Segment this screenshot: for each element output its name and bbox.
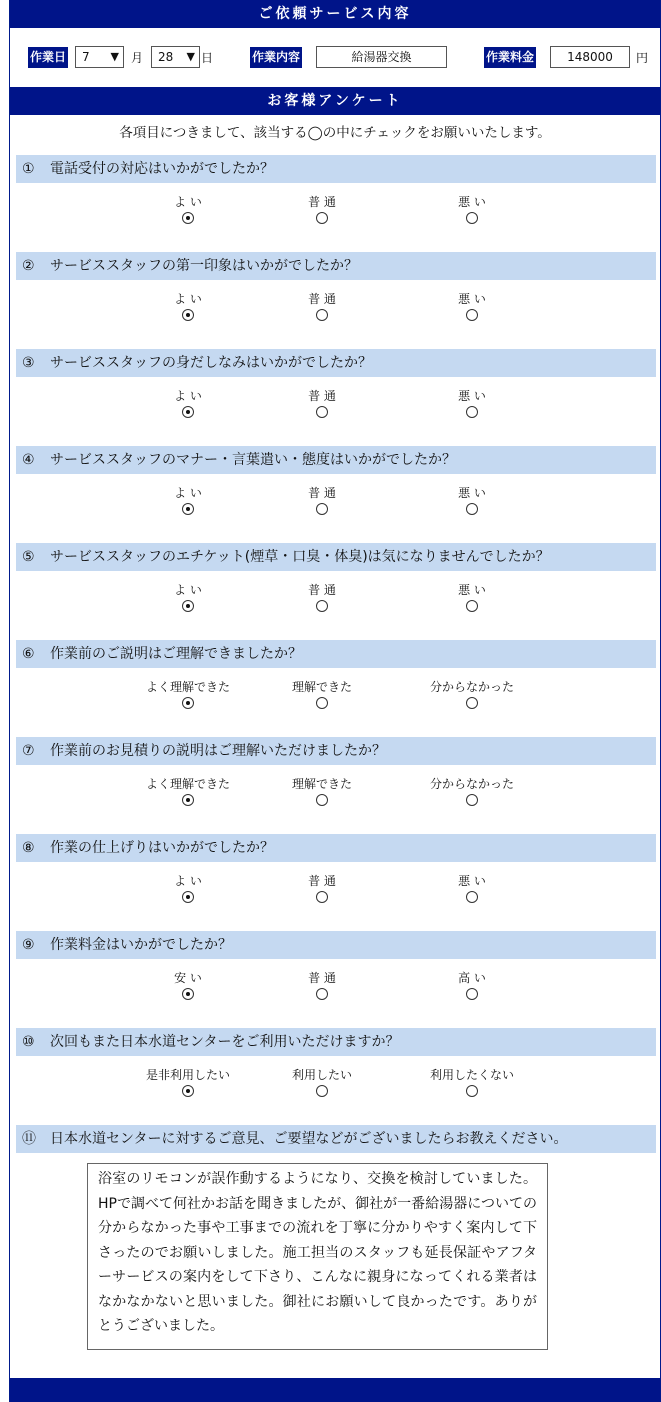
- answer-option[interactable]: [412, 679, 532, 713]
- answer-option[interactable]: [262, 776, 382, 810]
- question-bar: [16, 931, 656, 959]
- radio-button[interactable]: [316, 697, 328, 709]
- survey-header: お客様アンケート: [10, 87, 660, 115]
- radio-button[interactable]: [466, 600, 478, 612]
- radio-button[interactable]: [182, 309, 194, 321]
- question-text: 電話受付の対応はいかがでしたか？: [50, 161, 274, 177]
- option-label: 悪 い: [458, 389, 486, 403]
- question-bar: [16, 737, 656, 765]
- option-label: 理解できた: [291, 680, 352, 694]
- option-label: 利用したくない: [429, 1068, 514, 1082]
- day-select[interactable]: [151, 46, 200, 68]
- work-date-label: 作業日: [28, 47, 68, 68]
- radio-button[interactable]: [316, 891, 328, 903]
- question-text: サービススタッフのマナー・言葉遣い・態度はいかがでしたか？: [50, 452, 456, 468]
- question-number: ④: [22, 452, 35, 468]
- radio-button[interactable]: [182, 406, 194, 418]
- answer-option[interactable]: [128, 291, 248, 325]
- radio-button[interactable]: [182, 503, 194, 515]
- question-bar: [16, 446, 656, 474]
- option-label: 理解できた: [291, 777, 352, 791]
- option-label: よ い: [174, 486, 202, 500]
- radio-button[interactable]: [182, 697, 194, 709]
- question-number: ⑨: [22, 937, 35, 953]
- answer-option[interactable]: [262, 194, 382, 228]
- radio-button[interactable]: [316, 600, 328, 612]
- question-text: 作業料金はいかがでしたか？: [50, 937, 232, 953]
- answer-option[interactable]: [128, 873, 248, 907]
- answer-option[interactable]: [128, 582, 248, 616]
- radio-button[interactable]: [316, 309, 328, 321]
- option-label: 悪 い: [458, 583, 486, 597]
- answer-option[interactable]: [262, 291, 382, 325]
- question-number: ⑦: [22, 743, 35, 759]
- option-label: よ い: [174, 389, 202, 403]
- option-label: 分からなかった: [429, 777, 514, 791]
- work-content-label: 作業内容: [250, 47, 302, 68]
- question-2: [10, 252, 660, 349]
- option-label: 悪 い: [458, 195, 486, 209]
- answer-option[interactable]: [262, 388, 382, 422]
- service-header: ご依頼サービス内容: [10, 0, 660, 28]
- question-number: ⑪: [22, 1131, 36, 1147]
- question-4: [10, 446, 660, 543]
- radio-button[interactable]: [466, 1085, 478, 1097]
- work-content-field[interactable]: 給湯器交換: [316, 46, 447, 68]
- question-bar: [16, 252, 656, 280]
- question-11: [10, 1125, 660, 1165]
- option-label: 分からなかった: [429, 680, 514, 694]
- month-value: 7: [82, 50, 90, 64]
- answer-option[interactable]: [412, 1067, 532, 1101]
- radio-button[interactable]: [182, 1085, 194, 1097]
- question-number: ⑩: [22, 1034, 35, 1050]
- question-bar: [16, 349, 656, 377]
- answer-option[interactable]: [412, 485, 532, 519]
- question-number: ⑧: [22, 840, 35, 856]
- answer-option[interactable]: [412, 582, 532, 616]
- radio-button[interactable]: [182, 988, 194, 1000]
- option-label: 高 い: [458, 971, 486, 985]
- option-label: 悪 い: [458, 874, 486, 888]
- answer-option[interactable]: [412, 388, 532, 422]
- radio-button[interactable]: [316, 794, 328, 806]
- question-9: [10, 931, 660, 1028]
- question-5: [10, 543, 660, 640]
- answer-option[interactable]: [128, 1067, 248, 1101]
- answer-option[interactable]: [262, 970, 382, 1004]
- answer-option[interactable]: [128, 970, 248, 1004]
- question-number: ③: [22, 355, 35, 371]
- option-label: 普 通: [308, 486, 336, 500]
- answer-option[interactable]: [412, 291, 532, 325]
- day-unit: 日: [201, 51, 214, 65]
- question-number: ⑥: [22, 646, 35, 662]
- radio-button[interactable]: [316, 988, 328, 1000]
- option-label: 普 通: [308, 389, 336, 403]
- option-label: 普 通: [308, 874, 336, 888]
- question-bar: [16, 640, 656, 668]
- survey-form: [9, 0, 661, 1402]
- answer-option[interactable]: [262, 485, 382, 519]
- radio-button[interactable]: [316, 406, 328, 418]
- question-text: 作業前のご説明はご理解できましたか？: [50, 646, 302, 662]
- radio-button[interactable]: [466, 697, 478, 709]
- option-label: よ い: [174, 292, 202, 306]
- question-text: サービススタッフのエチケット(煙草・口臭・体臭)は気になりませんでしたか？: [50, 549, 550, 565]
- option-label: 普 通: [308, 292, 336, 306]
- chevron-down-icon: ▼: [186, 50, 195, 63]
- question-text: 次回もまた日本水道センターをご利用いただけますか？: [50, 1034, 400, 1050]
- question-number: ⑤: [22, 549, 35, 565]
- radio-button[interactable]: [466, 503, 478, 515]
- question-bar: [16, 834, 656, 862]
- radio-button[interactable]: [182, 891, 194, 903]
- option-label: 悪 い: [458, 292, 486, 306]
- question-text: 作業の仕上げりはいかがでしたか？: [50, 840, 274, 856]
- work-fee-label: 作業料金: [484, 47, 536, 68]
- answer-option[interactable]: [262, 873, 382, 907]
- question-bar: [16, 1028, 656, 1056]
- answer-option[interactable]: [262, 679, 382, 713]
- radio-button[interactable]: [466, 212, 478, 224]
- option-label: よく理解できた: [145, 777, 230, 791]
- work-fee-field[interactable]: 148000: [550, 46, 630, 68]
- answer-option[interactable]: [262, 1067, 382, 1101]
- fee-unit: 円: [636, 51, 649, 65]
- work-info-row: [10, 28, 660, 87]
- question-bar: [16, 543, 656, 571]
- answer-option[interactable]: [262, 582, 382, 616]
- option-label: 利用したい: [291, 1068, 352, 1082]
- answer-option[interactable]: [412, 194, 532, 228]
- answer-option[interactable]: [412, 776, 532, 810]
- question-text: サービススタッフの身だしなみはいかがでしたか？: [50, 355, 372, 371]
- answer-option[interactable]: [128, 485, 248, 519]
- radio-button[interactable]: [316, 212, 328, 224]
- answer-option[interactable]: [412, 970, 532, 1004]
- option-label: よ い: [174, 195, 202, 209]
- question-list: [10, 155, 660, 1125]
- answer-option[interactable]: [128, 194, 248, 228]
- answer-option[interactable]: [412, 873, 532, 907]
- option-label: 普 通: [308, 583, 336, 597]
- radio-button[interactable]: [466, 309, 478, 321]
- option-label: よ い: [174, 583, 202, 597]
- comment-textarea[interactable]: 浴室のリモコンが誤作動するようになり、交換を検討していました。HPで調べて何社かお話を聞きましたが、御社が一番給湯器についての分からなかった事や工事までの流れを丁寧に分かりやすく案内して下さったのでお願いしました。施工担当のスタッフも延長保証やアフターサービスの案内をして下さり、こんなに親身になってくれる業者はなかなかないと思いました。御社にお願いして良かったです。ありがとうございました。: [87, 1163, 548, 1350]
- option-label: よ い: [174, 874, 202, 888]
- radio-button[interactable]: [466, 406, 478, 418]
- question-number: ①: [22, 161, 35, 177]
- day-value: 28: [158, 50, 174, 64]
- question-10: [10, 1028, 660, 1125]
- month-select[interactable]: [75, 46, 124, 68]
- option-label: 是非利用したい: [145, 1068, 230, 1082]
- radio-button[interactable]: [466, 988, 478, 1000]
- option-label: 悪 い: [458, 486, 486, 500]
- footer-bar: [10, 1378, 660, 1402]
- answer-option[interactable]: [128, 776, 248, 810]
- radio-button[interactable]: [316, 1085, 328, 1097]
- month-unit: 月: [131, 51, 144, 65]
- option-label: 普 通: [308, 971, 336, 985]
- question-bar: [16, 155, 656, 183]
- radio-button[interactable]: [316, 503, 328, 515]
- question-8: [10, 834, 660, 931]
- question-text: 日本水道センターに対するご意見、ご要望などがございましたらお教えください。: [50, 1131, 568, 1147]
- question-3: [10, 349, 660, 446]
- question-1: [10, 155, 660, 252]
- question-6: [10, 640, 660, 737]
- question-text: サービススタッフの第一印象はいかがでしたか？: [50, 258, 358, 274]
- survey-intro: 各項目につきまして、該当する◯の中にチェックをお願いいたします。: [119, 125, 551, 141]
- radio-button[interactable]: [182, 794, 194, 806]
- question-text: 作業前のお見積りの説明はご理解いただけましたか？: [50, 743, 386, 759]
- answer-option[interactable]: [128, 388, 248, 422]
- radio-button[interactable]: [466, 891, 478, 903]
- option-label: 普 通: [308, 195, 336, 209]
- radio-button[interactable]: [182, 600, 194, 612]
- answer-option[interactable]: [128, 679, 248, 713]
- radio-button[interactable]: [466, 794, 478, 806]
- radio-button[interactable]: [182, 212, 194, 224]
- chevron-down-icon: ▼: [110, 50, 119, 63]
- option-label: よく理解できた: [145, 680, 230, 694]
- question-bar: [16, 1125, 656, 1153]
- question-number: ②: [22, 258, 35, 274]
- option-label: 安 い: [174, 971, 202, 985]
- question-7: [10, 737, 660, 834]
